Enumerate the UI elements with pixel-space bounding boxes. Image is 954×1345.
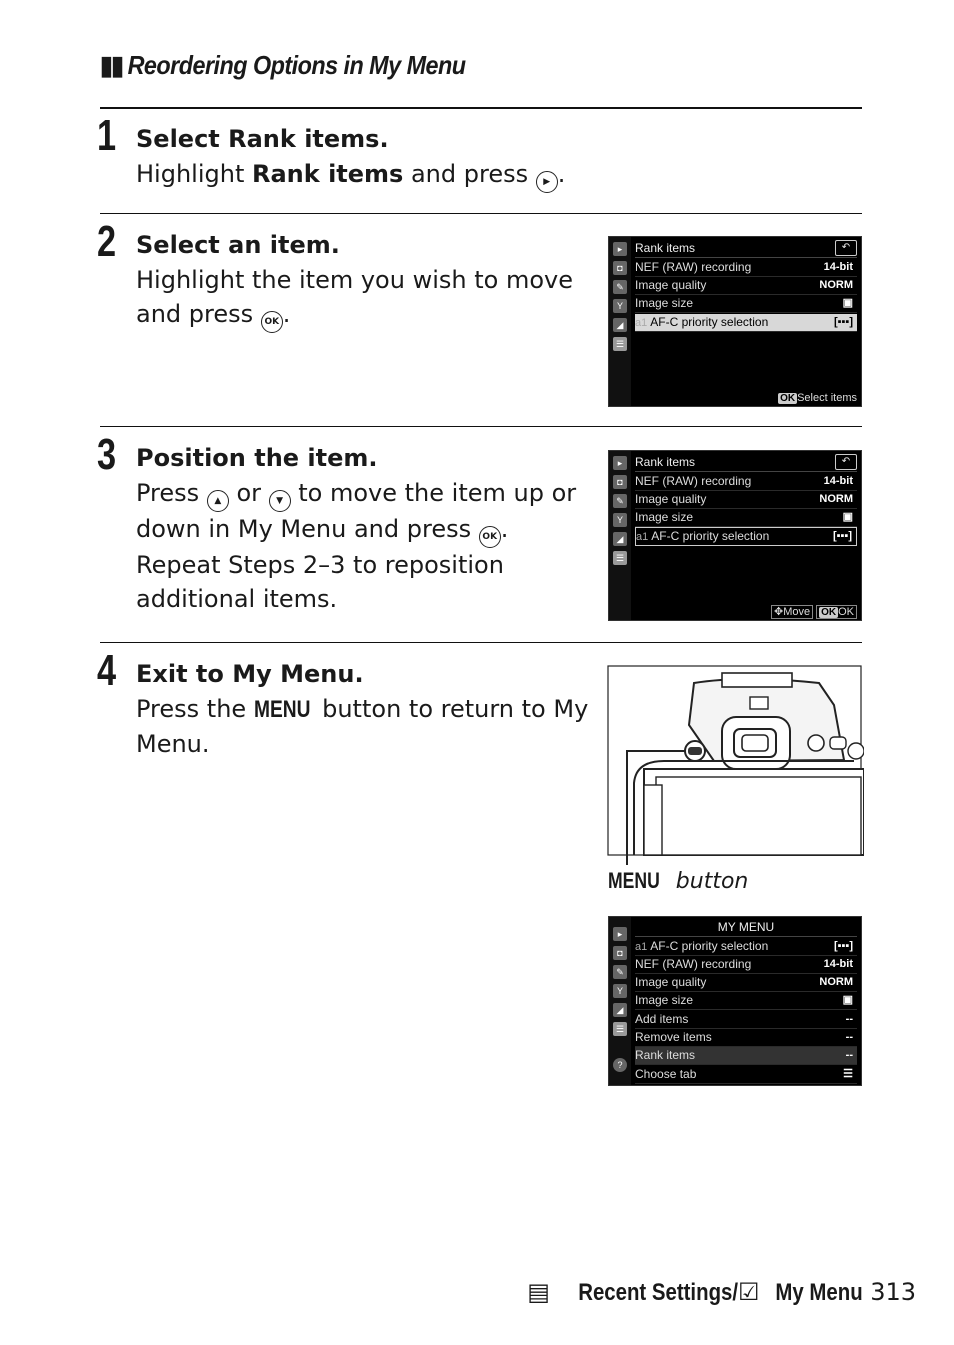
- list-item-highlighted: a1 AF-C priority selection [▪▪▪]: [635, 314, 857, 332]
- list-item: Image size ▣: [635, 992, 857, 1010]
- camera-tab-icon: ◘: [613, 261, 627, 275]
- back-icon: ↶: [835, 454, 857, 470]
- camera-tab-icon: ◘: [613, 946, 627, 960]
- camera-screen-my-menu: [608, 916, 862, 1086]
- list-item: Remove items --: [635, 1029, 857, 1047]
- ok-button-icon: OK: [479, 526, 501, 548]
- step-2-title: Select an item.: [136, 231, 340, 259]
- step-3-title: Position the item.: [136, 444, 378, 472]
- screen-header: MY MENU: [635, 919, 857, 937]
- step-number-2: 2: [97, 217, 117, 266]
- step-number-4: 4: [97, 646, 117, 695]
- playback-tab-icon: ▸: [613, 927, 627, 941]
- list-item: Image size ▣: [635, 509, 857, 527]
- multi-selector-right-icon: ▶: [536, 171, 558, 193]
- divider: [100, 642, 862, 643]
- my-menu-tab-icon: ☰: [613, 337, 627, 351]
- page-number: 313: [870, 1278, 916, 1306]
- camera-screen-rank-items-position: [608, 450, 862, 621]
- pencil-tab-icon: ✎: [613, 965, 627, 979]
- back-icon: ↶: [835, 240, 857, 256]
- setup-tab-icon: Y: [613, 513, 627, 527]
- list-item: Image quality NORM: [635, 974, 857, 992]
- pencil-tab-icon: ✎: [613, 494, 627, 508]
- multi-selector-icon: ✥: [773, 606, 784, 618]
- multi-selector-up-icon: ▲: [207, 490, 229, 512]
- ok-button-icon: OK: [261, 311, 283, 333]
- step-3-text: Position the item. Press ▲ or ▼ to move the item up or down in My Menu and press OK . Repeat Steps 2–3 to reposition additional items.: [136, 441, 576, 617]
- list-item: Image quality NORM: [635, 277, 857, 295]
- retouch-tab-icon: ◢: [613, 318, 627, 332]
- divider: [100, 213, 862, 214]
- divider: [100, 426, 862, 427]
- pencil-tab-icon: ✎: [613, 280, 627, 294]
- screen-header: Rank items ↶: [635, 453, 857, 472]
- step-4-text: Exit to My Menu. Press the MENU button to return to My Menu.: [136, 657, 588, 762]
- setup-tab-icon: Y: [613, 984, 627, 998]
- screen-footer: OK Select items: [780, 392, 857, 404]
- step-1-text: Select Rank items. Highlight Rank items and press ▶ .: [136, 122, 565, 193]
- list-item-highlighted: Rank items --: [635, 1047, 857, 1065]
- retouch-tab-icon: ◢: [613, 1003, 627, 1017]
- step-1-title: Select Rank items.: [136, 125, 389, 153]
- my-menu-icon: ☑: [738, 1278, 760, 1306]
- playback-tab-icon: ▸: [613, 456, 627, 470]
- setup-tab-icon: Y: [613, 299, 627, 313]
- page-footer: ▤ Recent Settings/☑ My Menu 313: [527, 1278, 916, 1306]
- playback-tab-icon: ▸: [613, 242, 627, 256]
- screen-header: Rank items ↶: [635, 239, 857, 258]
- section-marker-icon: ▮▮: [100, 50, 123, 80]
- menu-tab-bar: [609, 917, 631, 1085]
- help-icon: ?: [613, 1058, 627, 1072]
- ok-key-icon: OK: [821, 607, 837, 618]
- list-item: Add items --: [635, 1011, 857, 1029]
- list-item: NEF (RAW) recording 14-bit: [635, 473, 857, 491]
- camera-back-illustration: [594, 665, 864, 865]
- list-item: NEF (RAW) recording 14-bit: [635, 956, 857, 974]
- list-item: a1 AF-C priority selection [▪▪▪]: [635, 938, 857, 956]
- list-item: Choose tab ☰: [635, 1066, 857, 1084]
- divider: [100, 107, 862, 109]
- menu-key-label: MENU: [253, 695, 311, 723]
- my-menu-tab-icon: ☰: [613, 551, 627, 565]
- list-item: NEF (RAW) recording 14-bit: [635, 259, 857, 277]
- camera-screen-rank-items-select: [608, 236, 862, 407]
- ok-key-icon: OK: [780, 393, 796, 404]
- section-title: ▮▮ Reordering Options in My Menu: [100, 50, 466, 80]
- my-menu-tab-icon: ☰: [613, 1022, 627, 1036]
- camera-tab-icon: ◘: [613, 475, 627, 489]
- menu-tab-bar: [609, 451, 631, 620]
- list-item: Image quality NORM: [635, 491, 857, 509]
- step-4-title: Exit to My Menu.: [136, 660, 364, 688]
- screen-footer: ✥Move OK OK: [768, 605, 857, 618]
- list-item-selected: a1 AF-C priority selection [▪▪▪]: [635, 527, 857, 546]
- step-number-3: 3: [97, 430, 117, 479]
- list-item: Image size ▣: [635, 295, 857, 313]
- menu-tab-bar: [609, 237, 631, 406]
- step-number-1: 1: [97, 111, 117, 160]
- recent-settings-icon: ▤: [527, 1278, 550, 1306]
- menu-button-caption: MENU button: [608, 868, 749, 894]
- retouch-tab-icon: ◢: [613, 532, 627, 546]
- step-2-text: Select an item. Highlight the item you wish to move and press OK .: [136, 228, 573, 333]
- multi-selector-down-icon: ▼: [269, 490, 291, 512]
